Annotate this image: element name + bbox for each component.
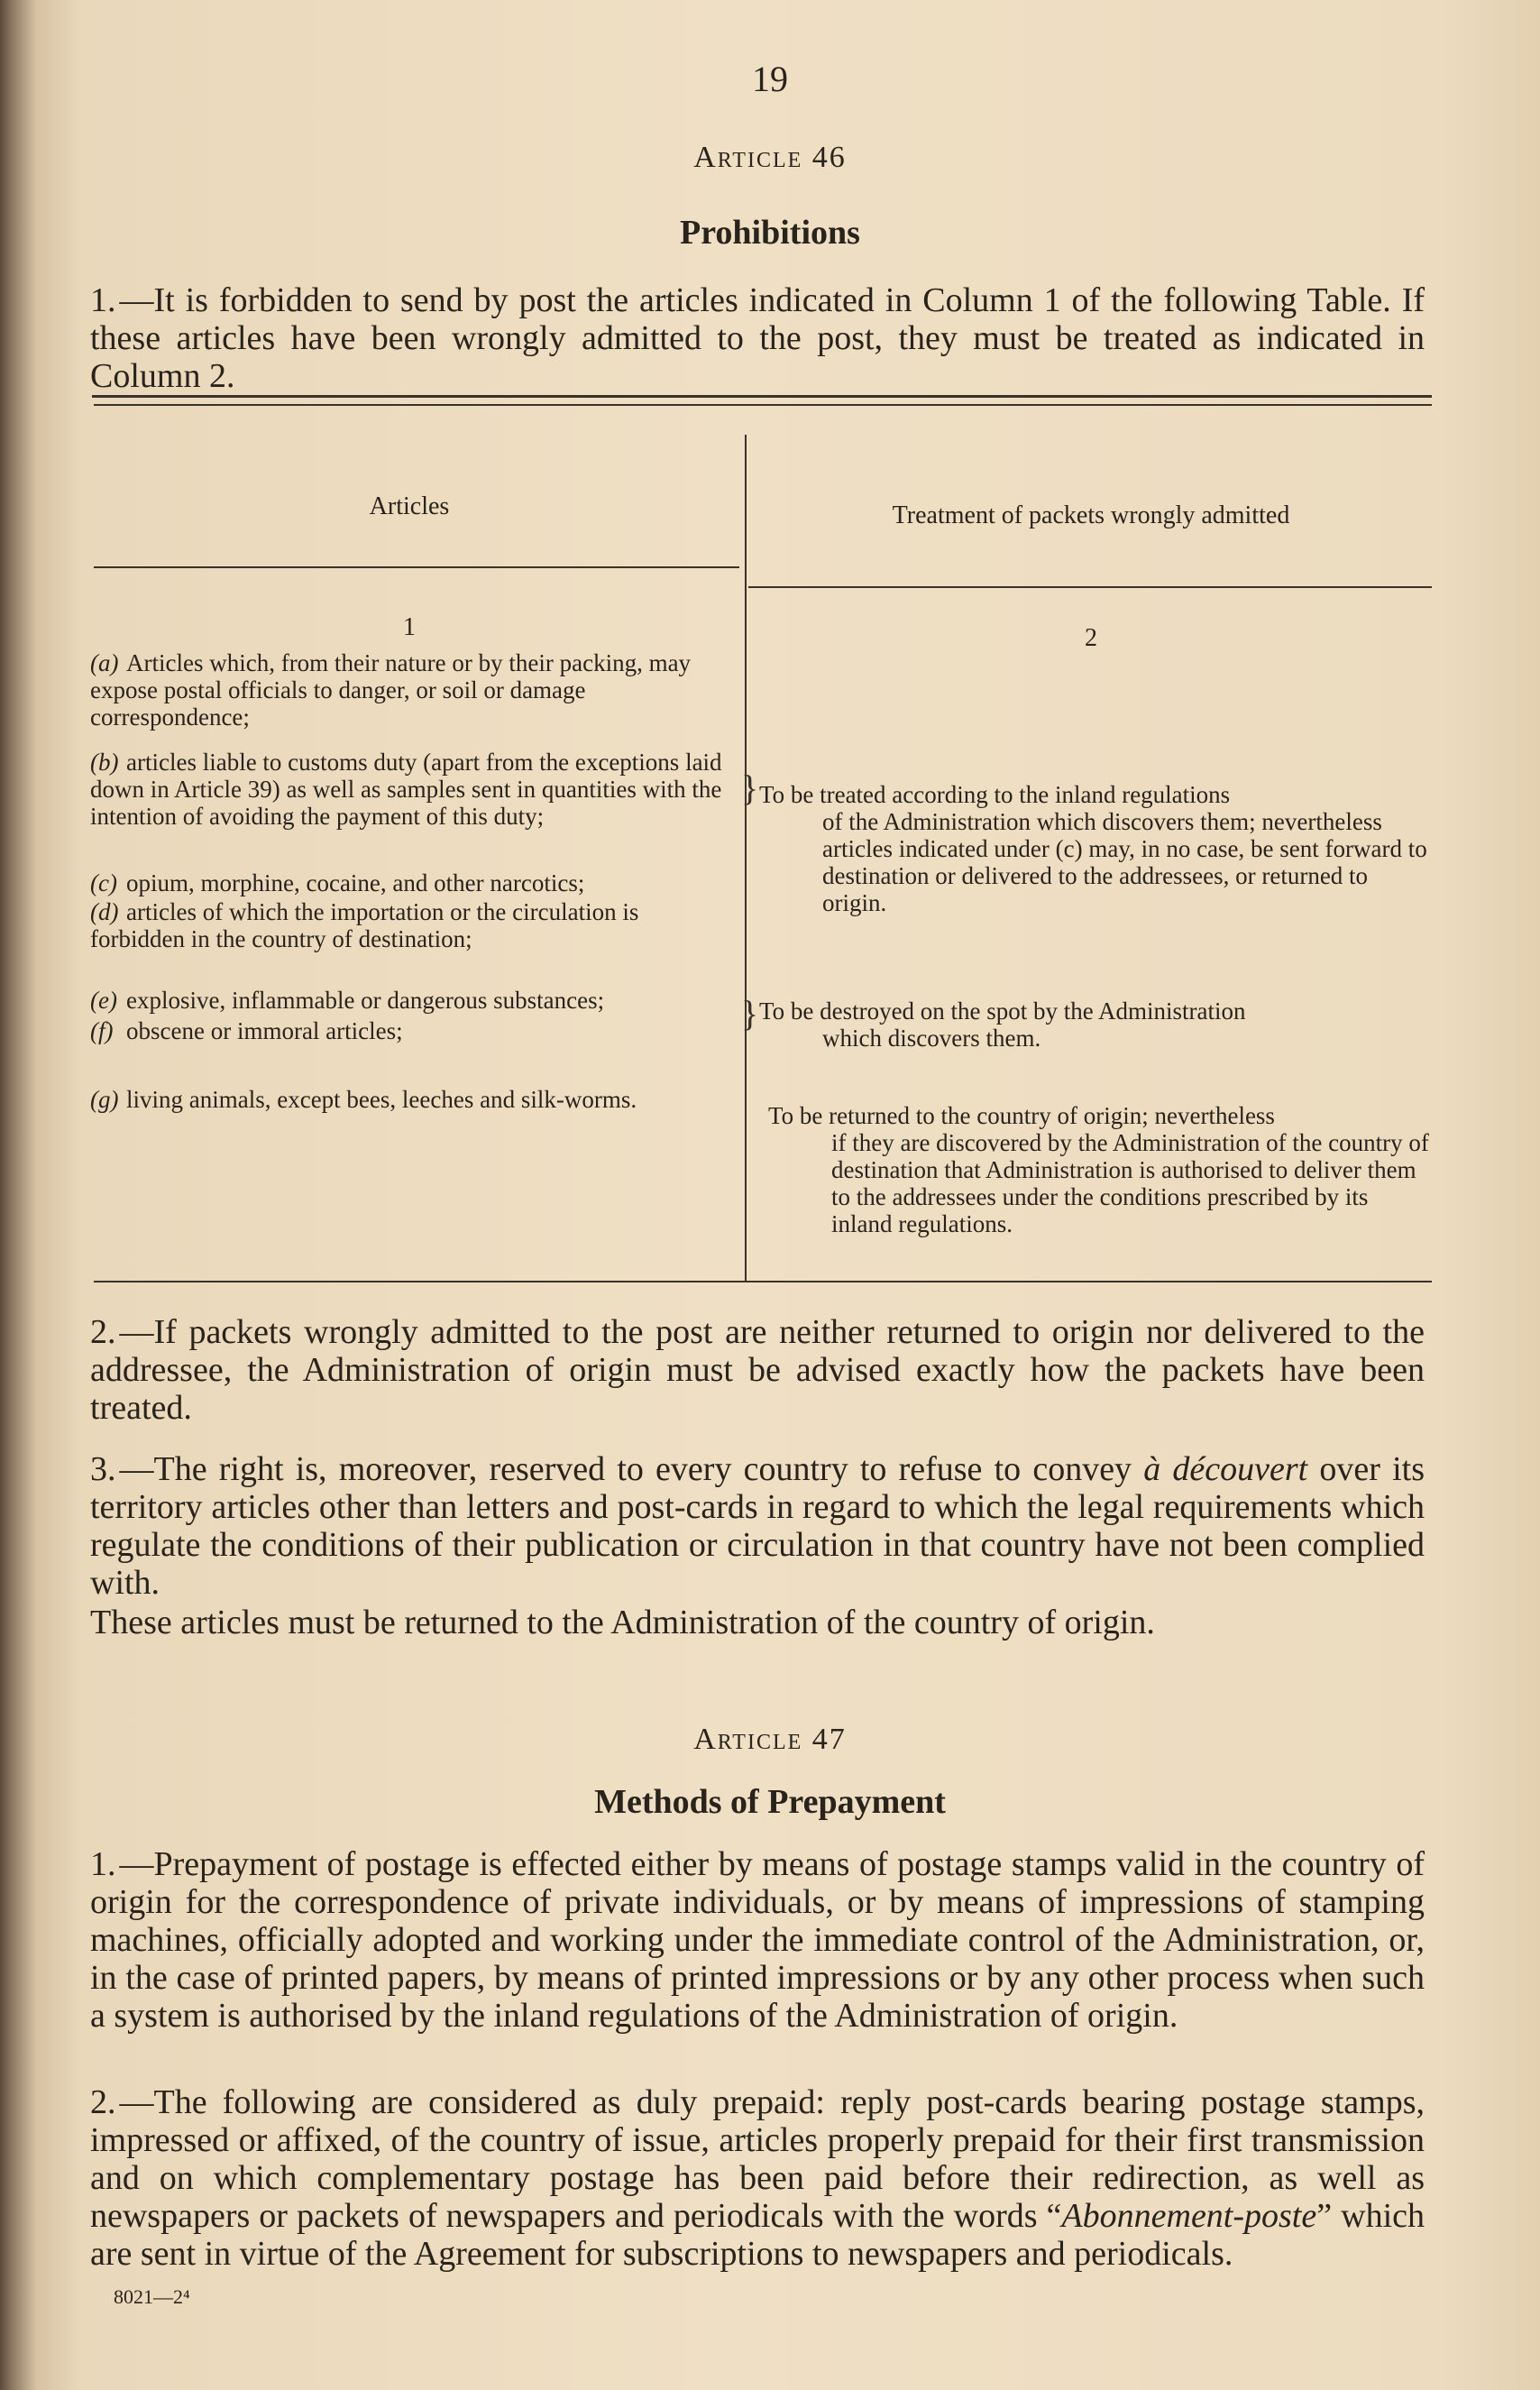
article-47-paragraph-1 [90,1845,1425,2076]
paragraph-text: —The following are considered as duly prepaid: reply post-cards bearing postage stamps, impressed or affixed, of the country of issue, articles properly prepaid for their first transmission and on which complementary postage has been paid before their redirection, as well as newspapers or packets of newspapers and periodicals with the words “ [90,2083,1425,2235]
article-47-heading: Article 47 [693,1723,847,1756]
table-row [90,649,739,731]
table-header-rule-right [748,586,1432,588]
paragraph-text: —It is forbidden to send by post the articles indicated in Column 1 of the following Table. If these articles have been wrongly admitted to the post, they must be treated as indicated in Column 2. [90,281,1425,395]
row-label: (e) [90,987,117,1014]
column-2-header: Treatment of packets wrongly admitted [892,501,1290,529]
methods-of-prepayment-title: Methods of Prepayment [594,1783,946,1821]
article-46-paragraph-2 [90,1313,1425,1430]
treatment-rest: of the Administration which discovers them; nevertheless articles indicated under (c) may, in no case, be sent forward to destination or delivered to the addressees, or returned to origin. [822,808,1427,916]
table-header-rule-left [94,566,739,568]
row-text: living animals, except bees, leeches and silk-worms. [126,1086,637,1113]
table-row [90,898,739,952]
paragraph-number: 1. [90,281,116,319]
article-46-heading: Article 46 [693,141,847,174]
column-2-number: 2 [1085,624,1097,652]
paragraph-number: 3. [90,1450,116,1488]
printer-signature: 8021—2⁴ [114,2285,190,2308]
treatment-first-line: To be returned to the country of origin; nevertheless [768,1102,1275,1129]
article-46-paragraph-4 [90,1604,1425,1681]
paragraph-number: 1. [90,1845,116,1883]
column-1-header: Articles [369,492,450,520]
paragraph-text: These articles must be returned to the Administration of the country of origin. [90,1604,1155,1641]
row-label: (f) [90,1017,114,1044]
article-47-paragraph-2 [90,2083,1425,2278]
row-text: opium, morphine, cocaine, and other narcotics; [126,869,585,896]
article-46-paragraph-1 [90,281,1425,399]
treatment-2 [759,997,1434,1052]
row-label: (a) [90,649,119,676]
row-text: articles of which the importation or the circulation is forbidden in the country of destination; [90,898,639,952]
treatment-first-line: To be treated according to the inland regulations [759,781,1231,808]
page-number: 19 [752,59,788,99]
paragraph-text: —Prepayment of postage is effected either by means of postage stamps valid in the country of origin for the correspondence of private individuals, or by means of impressions of stamping machines, officially adopted and working under the immediate control of the Administration, or, in the case of printed papers, by means of printed impressions or by any other process when such a system is authorised by the inland regulations of the Administration of origin. [90,1845,1425,2035]
row-label: (c) [90,869,117,896]
table-column-divider [745,435,747,1282]
row-label: (g) [90,1086,119,1113]
column-1-number: 1 [403,613,416,641]
paragraph-text: —The right is, moreover, reserved to every country to refuse to convey [119,1450,1144,1488]
paragraph-italic: Abonnement-poste [1061,2197,1317,2235]
paragraph-text: —If packets wrongly admitted to the post are neither returned to origin nor delivered to the addressee, the Administration of origin must be advised exactly how the packets have been treated. [90,1313,1425,1427]
paragraph-number: 2. [90,1313,116,1351]
table-top-rule-2 [94,404,1432,406]
table-row [90,1086,739,1113]
prohibitions-title: Prohibitions [680,214,860,252]
row-text: articles liable to customs duty (apart from the exceptions laid down in Article 39) as well as samples sent in quantities with the intention of avoiding the payment of this duty; [90,749,722,830]
treatment-rest: if they are discovered by the Administration of the country of destination that Administration is authorised to deliver them to the addressees under the conditions prescribed by its inland regulations. [831,1129,1429,1237]
row-text: obscene or immoral articles; [126,1017,403,1044]
table-top-rule [92,395,1432,398]
paragraph-text: over its territory articles other than letters and post-cards in regard to which the legal requirements which regulate the conditions of their publication or circulation in that country have not been complied with. [90,1450,1425,1602]
row-label: (d) [90,898,119,925]
table-bottom-rule [94,1281,1432,1282]
paragraph-number: 2. [90,2083,116,2121]
paragraph-italic: à découvert [1143,1450,1308,1488]
treatment-first-line: To be destroyed on the spot by the Administration [759,997,1246,1025]
table-row [90,1017,739,1044]
row-text: explosive, inflammable or dangerous substances; [126,987,605,1014]
brace-icon: } [741,768,759,808]
table-row [90,869,739,896]
paragraph-text: ” which are sent in virtue of the Agreement for subscriptions to newspapers and periodicals. [90,2197,1425,2273]
row-text: Articles which, from their nature or by their packing, may expose postal officials to danger, or soil or damage correspondence; [90,649,692,731]
treatment-3 [768,1102,1434,1237]
table-row [90,749,739,830]
treatment-1 [759,781,1434,916]
treatment-rest: which discovers them. [822,1025,1041,1052]
brace-icon: } [741,993,759,1034]
row-label: (b) [90,749,119,776]
article-46-paragraph-3 [90,1450,1425,1604]
table-row [90,987,739,1014]
